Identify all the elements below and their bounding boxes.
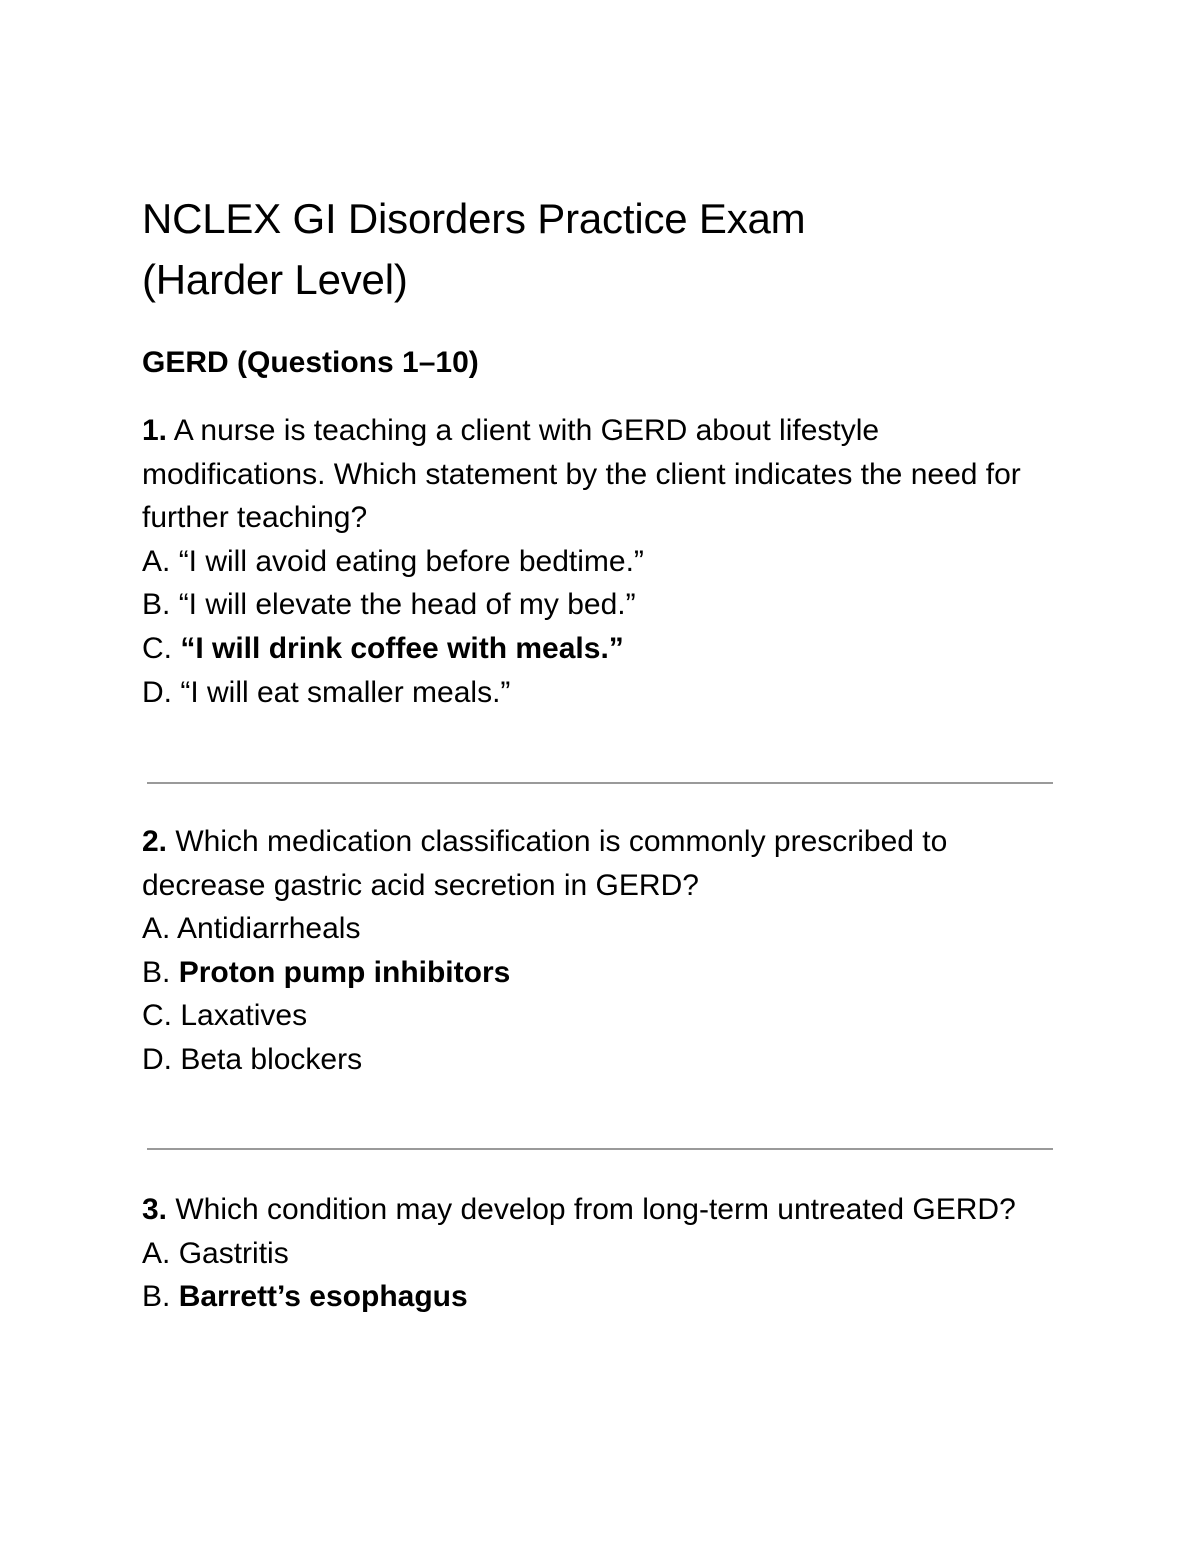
question-text: A nurse is teaching a client with GERD about lifestyle modifications. Which statement by the client indicates the need for further teaching? [142, 414, 1021, 535]
answer-options [142, 907, 1062, 1081]
question-number: 1. [142, 414, 168, 447]
option-b [142, 1275, 1062, 1319]
question-stem [142, 820, 1062, 907]
title-line-1: NCLEX GI Disorders Practice Exam [142, 195, 806, 242]
question-stem [142, 1188, 1062, 1232]
option-letter: C. [142, 999, 181, 1033]
option-a [142, 907, 1062, 951]
question-stem [142, 409, 1062, 540]
option-text: Antidiarrheals [177, 912, 361, 946]
document-title [142, 188, 1042, 310]
question-number: 3. [142, 1193, 168, 1226]
option-letter: A. [142, 912, 178, 946]
option-text: “I will eat smaller meals.” [180, 675, 511, 709]
option-text: Beta blockers [180, 1042, 363, 1076]
question-divider [147, 782, 1053, 784]
option-text: “I will avoid eating before bedtime.” [178, 544, 644, 578]
option-c [142, 627, 1062, 671]
option-text-correct: Barrett’s esophagus [178, 1280, 468, 1314]
option-letter: D. [142, 1042, 181, 1076]
option-text: Laxatives [180, 999, 308, 1033]
title-line-2: (Harder Level) [142, 256, 408, 303]
option-text-correct: Proton pump inhibitors [178, 955, 511, 989]
option-text: “I will elevate the head of my bed.” [178, 588, 636, 622]
question-3 [142, 1188, 1062, 1319]
option-letter: C. [142, 631, 181, 665]
question-1 [142, 409, 1062, 714]
question-text: Which condition may develop from long-term untreated GERD? [167, 1193, 1016, 1226]
option-b [142, 951, 1062, 995]
option-c [142, 994, 1062, 1038]
option-a [142, 540, 1062, 584]
option-d [142, 671, 1062, 715]
answer-options [142, 540, 1062, 714]
option-letter: A. [142, 1236, 179, 1270]
question-number: 2. [142, 825, 168, 858]
option-letter: A. [142, 544, 179, 578]
question-text: Which medication classification is commonly prescribed to decrease gastric acid secretion in GERD? [142, 825, 948, 902]
option-letter: D. [142, 675, 181, 709]
option-letter: B. [142, 588, 179, 622]
answer-options [142, 1232, 1062, 1319]
option-d [142, 1038, 1062, 1082]
option-text-correct: “I will drink coffee with meals.” [180, 631, 624, 665]
question-divider [147, 1148, 1053, 1150]
section-heading: GERD (Questions 1–10) [142, 346, 479, 379]
option-b [142, 583, 1062, 627]
question-2 [142, 820, 1062, 1082]
option-text: Gastritis [178, 1236, 289, 1270]
option-letter: B. [142, 955, 179, 989]
option-letter: B. [142, 1280, 179, 1314]
option-a [142, 1232, 1062, 1276]
